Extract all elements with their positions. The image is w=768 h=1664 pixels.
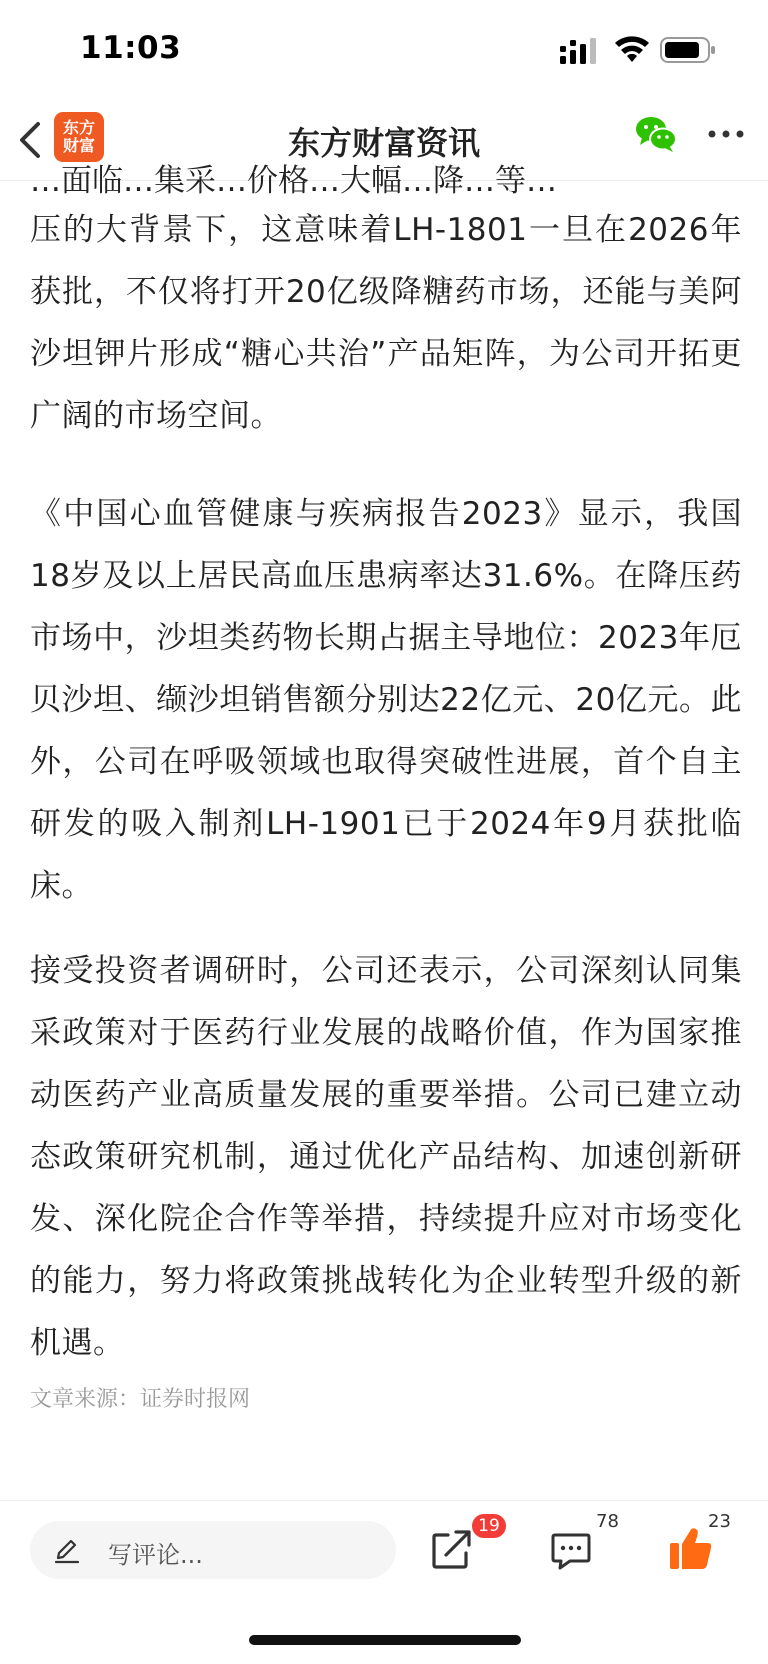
article-paragraph: 接受投资者调研时，公司还表示，公司深刻认同集采政策对于医药行业发展的战略价值，作为国家推动医药产业高质量发展的重要举措。公司已建立动态政策研究机制，通过优化产品结构、加速创新研发、深化院企合作等举措，持续提升应对市场变化的能力，努力将政策挑战转化为企业转型升级的新机遇。 bbox=[30, 953, 742, 1361]
logo-text-bottom: 财富 bbox=[62, 136, 95, 155]
battery-icon bbox=[660, 36, 716, 64]
status-bar bbox=[0, 0, 768, 100]
cellular-signal-icon bbox=[558, 36, 598, 64]
more-icon[interactable] bbox=[706, 122, 746, 146]
wifi-icon bbox=[614, 34, 650, 64]
share-count-badge: 19 bbox=[472, 1514, 506, 1538]
article-paragraph: 《中国心血管健康与疾病报告2023》显示，我国18岁及以上居民高血压患病率达31.6%。在降压药市场中，沙坦类药物长期占据主导地位：2023年厄贝沙坦、缬沙坦销售额分别达22亿元、20亿元。此外，公司在呼吸领域也取得突破性进展，首个自主研发的吸入制剂LH-1901已于2024年9月获批临床。 bbox=[30, 496, 742, 904]
pen-icon bbox=[54, 1538, 80, 1564]
comment-count: 78 bbox=[596, 1511, 619, 1532]
bottom-toolbar bbox=[0, 1500, 768, 1664]
like-count: 23 bbox=[708, 1511, 731, 1532]
wechat-icon[interactable] bbox=[634, 114, 678, 154]
status-time: 11:03 bbox=[80, 30, 182, 66]
article-paragraph: 压的大背景下，这意味着LH-1801一旦在2026年获批，不仅将打开20亿级降糖药市场，还能与美阿沙坦钾片形成“糖心共治”产品矩阵，为公司开拓更广阔的市场空间。 bbox=[30, 212, 742, 434]
share-icon[interactable] bbox=[430, 1527, 474, 1571]
article-source: 文章来源：证券时报网 bbox=[30, 1387, 251, 1412]
partially-visible-line: …面临…集采…价格…大幅…降…等… bbox=[30, 163, 557, 199]
comment-placeholder: 写评论... bbox=[108, 1541, 203, 1569]
home-indicator bbox=[249, 1635, 521, 1645]
logo-text-top: 东方 bbox=[62, 118, 95, 137]
comment-input[interactable] bbox=[30, 1521, 396, 1579]
page-title: 东方财富资讯 bbox=[287, 124, 480, 162]
article-body bbox=[30, 163, 742, 1501]
comment-icon[interactable] bbox=[550, 1531, 592, 1571]
